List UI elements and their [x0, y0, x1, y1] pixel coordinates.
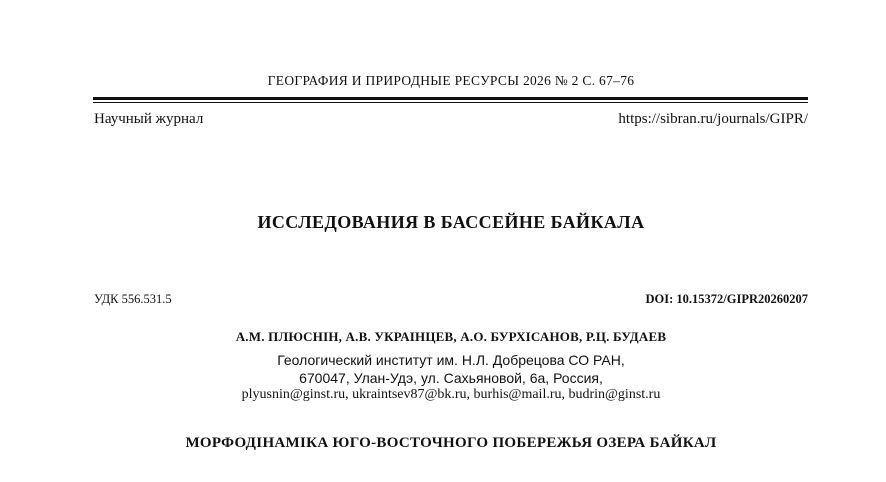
- author-emails: plyusnin@ginst.ru, ukraintsev87@bk.ru, burhis@mail.ru, budrin@ginst.ru: [241, 387, 661, 402]
- journal-header: ГЕОГРАФИЯ И ПРИРОДНЫЕ РЕСУРСЫ 2026 № 2 С. 67–76: [267, 73, 635, 88]
- doi: [645, 292, 808, 307]
- doi-label: DOI:: [645, 292, 674, 306]
- affiliation-line-1: Геологический институт им. Н.Л. Добрецова СО РАН,: [277, 352, 625, 368]
- header-rule-thin: [93, 102, 808, 103]
- article-title: МОРФОДІНАМІКА ЮГО-ВОСТОЧНОГО ПОБЕРЕЖЬЯ ОЗЕРА БАЙКАЛ: [185, 435, 717, 451]
- journal-type: Научный журнал: [94, 111, 204, 127]
- header-rule-thick: [93, 97, 808, 100]
- affiliation-line-2: 670047, Улан-Удэ, ул. Сахьяновой, 6а, Россия,: [299, 370, 603, 386]
- udk-code: УДК 556.531.5: [94, 292, 172, 306]
- journal-url: https://sibran.ru/journals/GIPR/: [618, 111, 808, 127]
- section-title: ИССЛЕДОВАНИЯ В БАССЕЙНЕ БАЙКАЛА: [257, 212, 645, 232]
- doi-value: 10.15372/GIPR20260207: [676, 292, 808, 306]
- authors: А.М. ПЛЮСНІН, А.В. УКРАІНЦЕВ, А.О. БУРХІСАНОВ, Р.Ц. БУДАЕВ: [235, 329, 667, 344]
